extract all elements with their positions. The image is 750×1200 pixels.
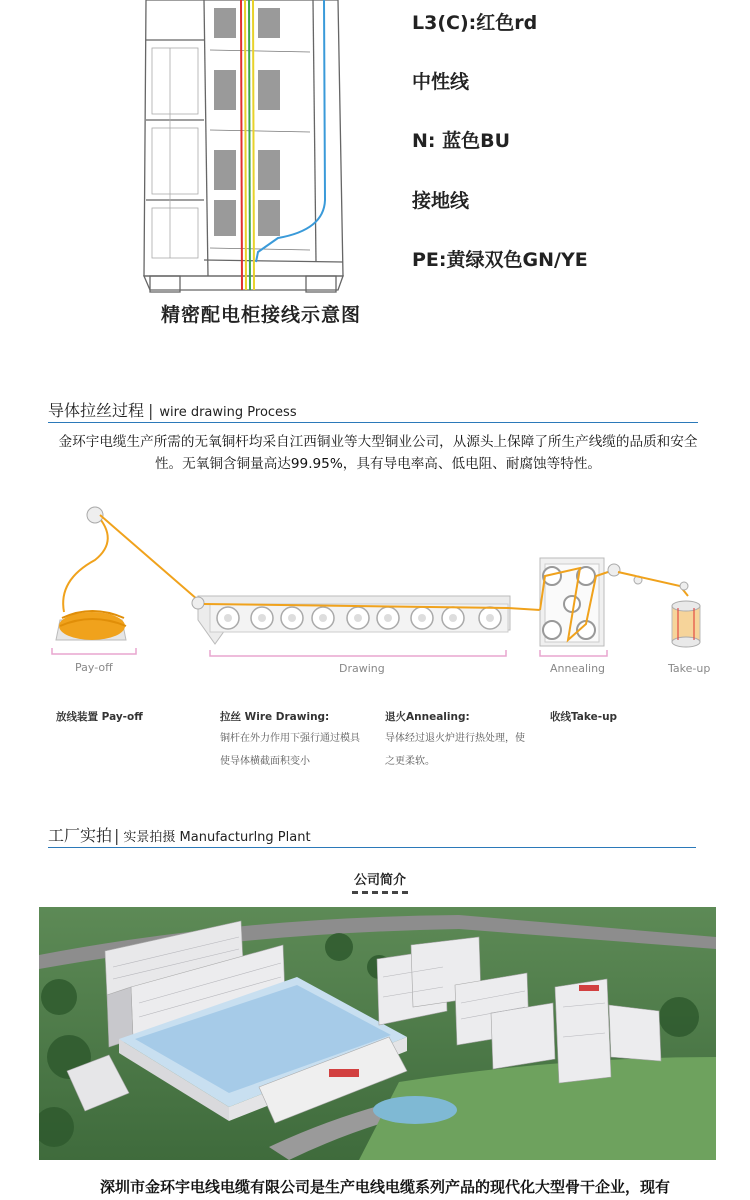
section-divider — [48, 422, 698, 423]
wire-label-pe: PE:黄绿双色GN/YE — [412, 249, 588, 271]
heading-underline — [352, 891, 408, 894]
company-heading — [0, 869, 750, 894]
stage-label-annealing: Annealing — [550, 662, 606, 675]
company-heading-text: 公司简介 — [353, 873, 406, 888]
desc-title-payoff: 放线装置 Pay-off — [56, 711, 143, 723]
stage-label-payoff: Pay-off — [75, 661, 113, 674]
desc-title-drawing: 拉丝 Wire Drawing: — [220, 711, 330, 723]
factory-aerial-photo — [39, 907, 716, 1160]
desc-text-drawing-1: 铜杆在外力作用下强行通过模具 — [220, 733, 360, 744]
wire-label-neutral-heading: 中性线 — [412, 71, 470, 93]
section-subtitle: wire drawing Process — [159, 405, 297, 420]
section-title: 工厂实拍 — [48, 826, 113, 845]
payoff-coil — [56, 514, 126, 640]
wire-label-ground-heading: 接地线 — [412, 190, 470, 212]
desc-text-annealing-2: 之更柔软。 — [385, 756, 435, 767]
drawing-machine — [192, 596, 540, 644]
wire-drawing-process-diagram — [40, 500, 720, 685]
section-header-factory: 工厂实拍 | 实景拍摄 Manufacturlng Plant — [48, 826, 311, 845]
stage-label-drawing: Drawing — [339, 662, 385, 675]
section-header-wire-drawing: 导体拉丝过程 | wire drawing Process — [48, 401, 297, 420]
takeup-reel — [618, 572, 700, 647]
desc-text-annealing-1: 导体经过退火炉进行热处理，使 — [385, 733, 525, 744]
section-title: 导体拉丝过程 — [48, 401, 145, 420]
intro-paragraph: 金环宇电缆生产所需的无氧铜杆均采自江西铜业等大型铜业公司，从源头上保障了所生产线缆的品质和安全性。无氧铜含铜量高达99.95%，具有导电率高、低电阻、耐腐蚀等特性。 — [58, 434, 698, 472]
cabinet-wiring-diagram — [138, 0, 350, 296]
wire-label-l3: L3(C):红色rd — [412, 12, 538, 34]
company-intro-text: 深圳市金环宇电线电缆有限公司是生产电线电缆系列产品的现代化大型骨干企业，现有 — [99, 1178, 670, 1196]
section-subtitle: 实景拍摄 Manufacturlng Plant — [123, 830, 311, 845]
cabinet-caption: 精密配电柜接线示意图 — [160, 304, 361, 326]
desc-title-takeup: 收线Take-up — [550, 711, 618, 723]
stage-label-takeup: Take-up — [668, 662, 711, 675]
annealing-machine — [540, 558, 642, 646]
section-divider — [48, 847, 696, 848]
desc-title-annealing: 退火Annealing: — [385, 711, 470, 723]
wire-label-n: N: 蓝色BU — [412, 130, 511, 152]
desc-text-drawing-2: 使导体横截面积变小 — [220, 756, 310, 767]
